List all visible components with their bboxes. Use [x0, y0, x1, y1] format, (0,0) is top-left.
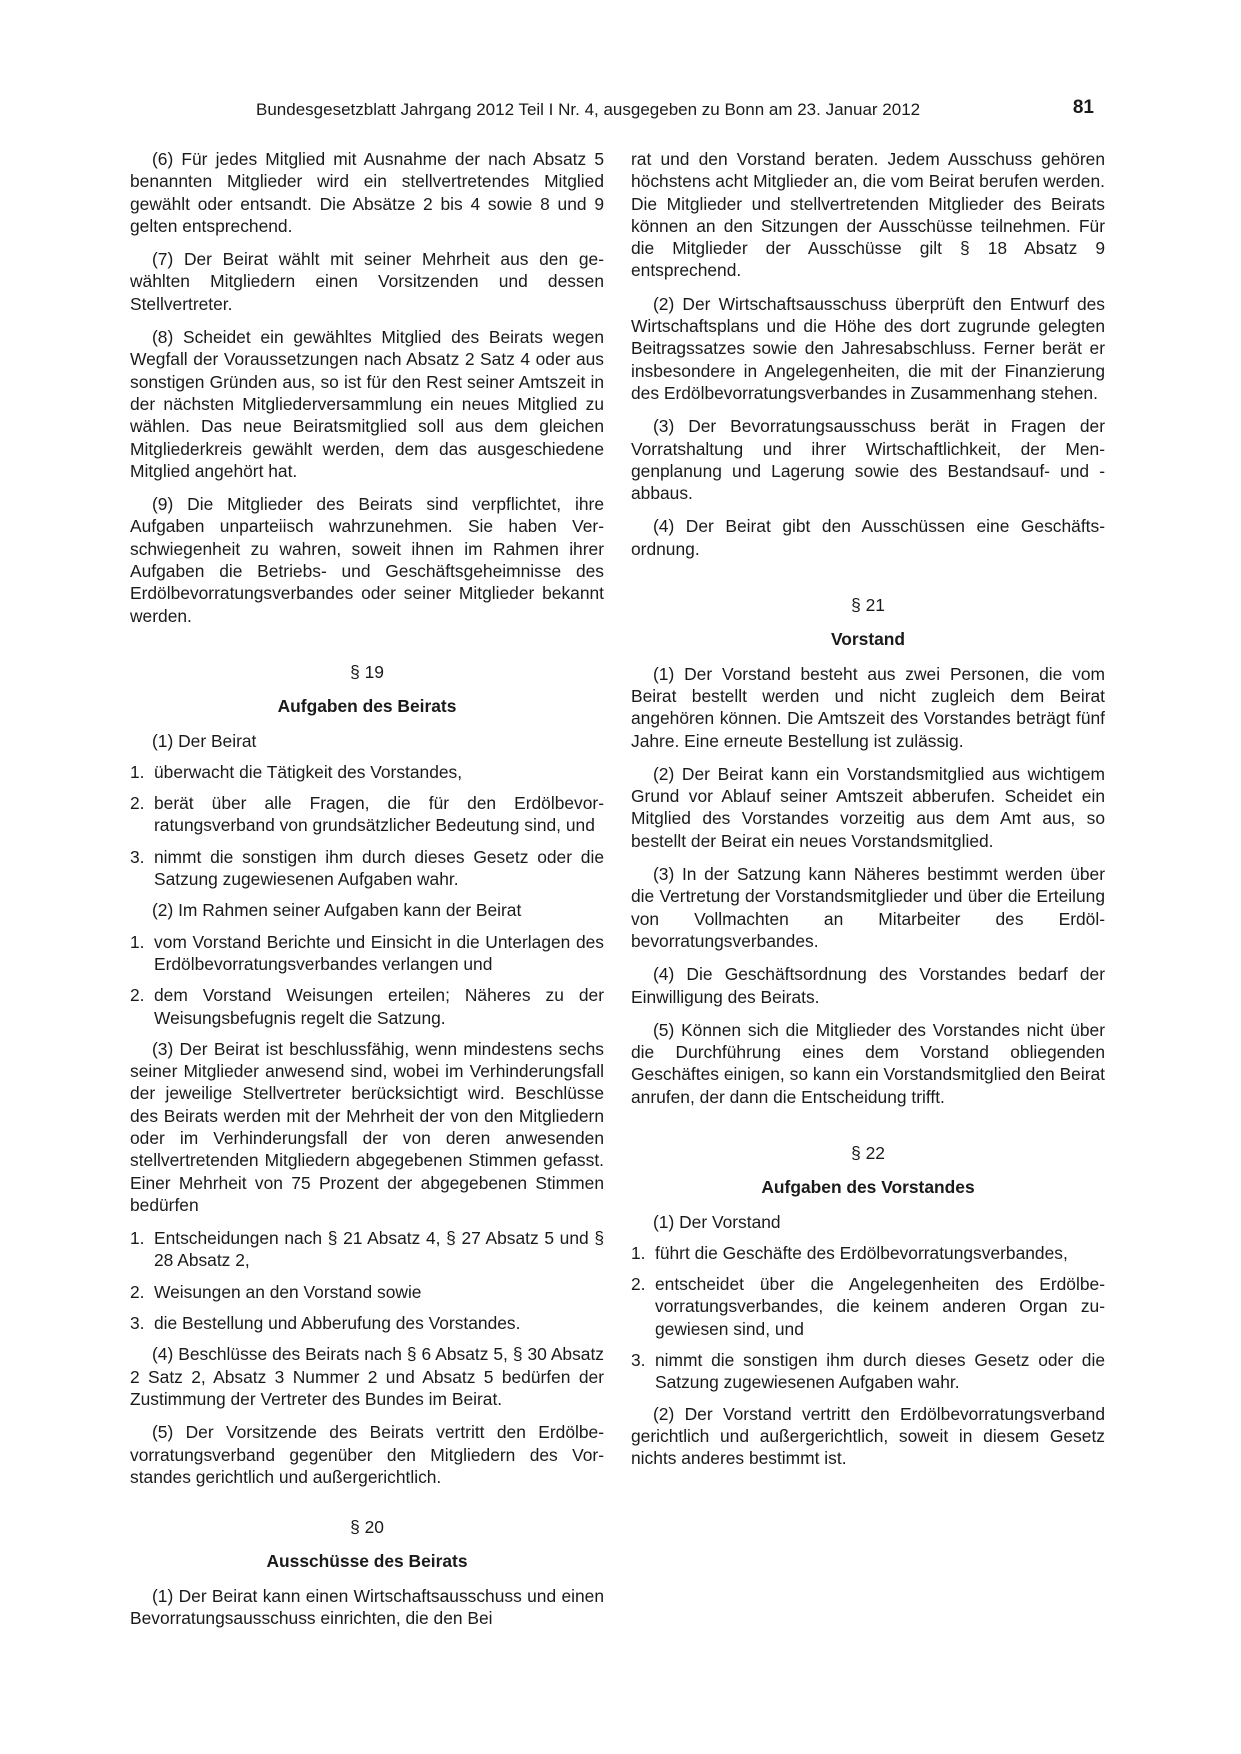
paragraph: (4) Die Geschäftsordnung des Vorstandes bedarf der Einwilligung des Beirats.	[631, 964, 1105, 1007]
paragraph: (1) Der Vorstand besteht aus zwei Personen, die vom Beirat bestellt werden und nicht zugleich dem Beirat angehören können. Die Amtszeit des Vorstandes beträgt fünf Jahre. Eine erneute Bestellung ist zulässig.	[631, 663, 1105, 751]
paragraph: (3) In der Satzung kann Näheres bestimmt werden über die Vertretung der Vorstandsmitglieder und über die Erteilung von Vollmachten an Mitarbeiter des Erdölbevorratungsverbandes.	[631, 864, 1105, 951]
list-item: 2. Weisungen an den Vorstand sowie	[130, 1281, 422, 1302]
paragraph: (7) Der Beirat wählt mit seiner Mehrheit aus den gewählten Mitgliedern einen Vorsitzenden und dessen Stellvertreter.	[130, 249, 604, 314]
paragraph: (2) Der Wirtschaftsausschuss überprüft den Entwurf des Wirtschaftsplans und die Höhe des dort zugrunde gelegten Beitragssatzes sowie den Jahresabschluss. Ferner berät er insbesondere in Angelegenheiten, die mit der Finanzierung des Erdölbevorratungsverbandes in Zusammenhang stehen.	[631, 293, 1105, 403]
paragraph: (4) Beschlüsse des Beirats nach § 6 Absatz 5, § 30 Absatz 2 Satz 2, Absatz 3 Nummer 2 und Absatz 5 bedürfen der Zustimmung der Vertreter des Bundes im Beirat.	[130, 1344, 604, 1409]
list-item: 3. nimmt die sonstigen ihm durch dieses Gesetz oder die Satzung zugewiesenen Aufgaben wahr.	[631, 1350, 1105, 1393]
list-item: 1. Entscheidungen nach § 21 Absatz 4, § 27 Absatz 5 und § 28 Absatz 2,	[130, 1228, 604, 1271]
list-item: 2. berät über alle Fragen, die für den Erdölbevorratungsverband von grundsätzlicher Bedeutung sind, und	[130, 793, 604, 836]
paragraph: (9) Die Mitglieder des Beirats sind verpflichtet, ihre Aufgaben unparteiisch wahrzunehmen. Sie haben Verschwiegenheit zu wahren, soweit ihnen im Rahmen ihrer Aufgaben die Betriebs- und Geschäftsgeheimnisse des Erdölbevorratungsverbandes oder seiner Mitglieder bekannt werden.	[130, 494, 604, 626]
page-number: 81	[1072, 97, 1094, 118]
right-column	[631, 148, 1105, 1481]
section-title: Vorstand	[830, 629, 906, 650]
section-title: Aufgaben des Beirats	[277, 696, 457, 717]
section-number: § 19	[350, 661, 384, 682]
paragraph-intro: (2) Im Rahmen seiner Aufgaben kann der Beirat	[152, 900, 522, 921]
section-title: Ausschüsse des Beirats	[266, 1551, 468, 1572]
paragraph-intro: (1) Der Vorstand	[653, 1211, 781, 1232]
paragraph: (2) Der Vorstand vertritt den Erdölbevorratungsverband gerichtlich und außergerichtlich, soweit in diesem Gesetz nichts anderes bestimmt ist.	[631, 1403, 1105, 1469]
section-number: § 21	[851, 595, 885, 616]
paragraph: (3) Der Beirat ist beschlussfähig, wenn mindestens sechs seiner Mitglieder anwesend sind, wobei im Verhinderungsfall der jeweilige Stellvertreter berücksichtigt wird. Beschlüsse des Beirats werden mit der Mehrheit der von den Mitgliedern oder im Verhinderungsfall der von deren anwesenden stellvertretenden Mitgliedern abgegebenen Stimmen gefasst. Einer Mehrheit von 75 Prozent der abgegebenen Stimmen bedürfen	[130, 1038, 604, 1215]
list-item: 2. entscheidet über die Angelegenheiten des Erdölbevorratungsverbandes, die keinem anderen Organ zugewiesen sind, und	[631, 1274, 1105, 1339]
section-number: § 20	[350, 1517, 384, 1538]
list-item: 1. vom Vorstand Berichte und Einsicht in die Unterlagen des Erdölbevorratungsverbandes verlangen und	[130, 931, 604, 974]
list-item: 2. dem Vorstand Weisungen erteilen; Näheres zu der Weisungsbefugnis regelt die Satzung.	[130, 985, 604, 1028]
paragraph: (1) Der Beirat kann einen Wirtschaftsausschuss und einen Bevorratungsausschuss einrichten, die den Bei	[130, 1585, 604, 1629]
gazette-title: Bundesgesetzblatt Jahrgang 2012 Teil I Nr. 4, ausgegeben zu Bonn am 23. Januar 2012	[256, 100, 921, 119]
paragraph: (4) Der Beirat gibt den Ausschüssen eine Geschäftsordnung.	[631, 516, 1105, 559]
paragraph: (6) Für jedes Mitglied mit Ausnahme der nach Absatz 5 benannten Mitglieder wird ein stellvertretendes Mitglied gewählt oder entsandt. Die Absätze 2 bis 4 sowie 8 und 9 gelten entsprechend.	[130, 149, 604, 236]
section-number: § 22	[851, 1142, 885, 1163]
paragraph: (5) Der Vorsitzende des Beirats vertritt den Erdölbevorratungsverband gegenüber den Mitgliedern des Vorstandes gerichtlich und außergerichtlich.	[130, 1422, 604, 1487]
list-item: 3. die Bestellung und Abberufung des Vorstandes.	[130, 1313, 521, 1334]
section-title: Aufgaben des Vorstandes	[761, 1177, 975, 1198]
paragraph: (5) Können sich die Mitglieder des Vorstandes nicht über die Durchführung eines dem Vorstand obliegenden Geschäftes einigen, so kann ein Vorstandsmitglied den Beirat anrufen, der dann die Entscheidung trifft.	[631, 1019, 1105, 1107]
paragraph-intro: (1) Der Beirat	[152, 730, 257, 751]
left-column	[130, 148, 604, 1640]
page-header	[256, 97, 1094, 126]
paragraph: (3) Der Bevorratungsausschuss berät in Fragen der Vorratshaltung und ihrer Wirtschaftlichkeit, der Mengenplanung und Lagerung sowie des Bestandsauf- und -abbaus.	[631, 416, 1105, 504]
list-item: 1. überwacht die Tätigkeit des Vorstandes,	[130, 761, 463, 782]
paragraph: (2) Der Beirat kann ein Vorstandsmitglied aus wichtigem Grund vor Ablauf seiner Amtszeit abberufen. Scheidet ein Mitglied des Vorstandes vorzeitig aus dem Amt aus, so bestellt der Beirat ein neues Vorstandsmitglied.	[631, 763, 1105, 851]
paragraph: (8) Scheidet ein gewähltes Mitglied des Beirats wegen Wegfall der Voraussetzungen nach Absatz 2 Satz 4 oder aus sonstigen Gründen aus, so ist für den Rest seiner Amtszeit in der nächsten Mitgliederversammlung ein neues Mitglied zu wählen. Das neue Beiratsmitglied soll aus dem gleichen Mitgliederkreis gewählt werden, dem das ausgeschiedene Mitglied angehört hat.	[130, 327, 604, 481]
paragraph: rat und den Vorstand beraten. Jedem Ausschuss gehören höchstens acht Mitglieder an, die vom Beirat berufen werden. Die Mitglieder und stellvertretenden Mitglieder des Beirats können an den Sitzungen der Ausschüsse teilnehmen. Für die Mitglieder der Ausschüsse gilt § 18 Absatz 9 entsprechend.	[631, 149, 1105, 281]
list-item: 1. führt die Geschäfte des Erdölbevorratungsverbandes,	[631, 1242, 1068, 1263]
list-item: 3. nimmt die sonstigen ihm durch dieses Gesetz oder die Satzung zugewiesenen Aufgaben wahr.	[130, 846, 604, 890]
